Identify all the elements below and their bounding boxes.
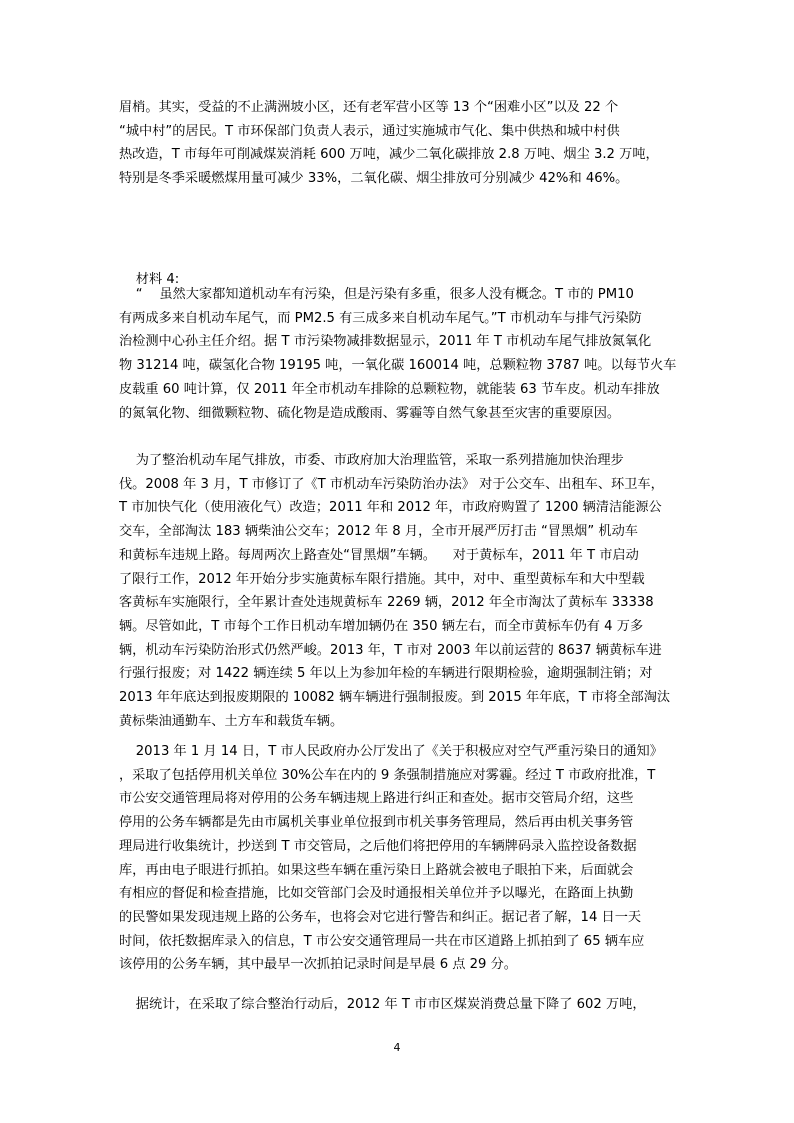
text-line: 物 31214 吨，碳氢化合物 19195 吨，一氧化碳 160014 吨，总颗粒物 3787 吨。以每节火车	[119, 358, 677, 374]
text-line: 时间，依托数据库录入的信息，T 市公安交通管理局一共在市区道路上抓拍到了 65 辆车应	[119, 933, 645, 949]
text-line: 辆，机动车污染防治形式仍然严峻。2013 年，T 市对 2003 年以前运营的 8637 辆黄标车进	[119, 642, 662, 658]
text-line: 特别是冬季采暖燃煤用量可减少 33%，二氧化碳、烟尘排放可分别减少 42%和 46%。	[119, 171, 629, 187]
text-line: 客黄标车实施限行，全年累计查处违规黄标车 2269 辆，2012 年全市淘汰了黄标车 33338	[119, 595, 654, 611]
text-line: 交车，全部淘汰 183 辆柴油公交车；2012 年 8 月，全市开展严厉打击 “冒黑烟” 机动车	[119, 524, 638, 540]
paragraph-notice	[119, 740, 685, 977]
text-line: 理局进行收集统计，抄送到 T 市交管局，之后他们将把停用的车辆牌码录入监控设备数据	[119, 838, 637, 854]
text-line: 伐。2008 年 3 月，T 市修订了《T 市机动车污染防治办法》 对于公交车、出租车、环卫车，	[119, 476, 664, 492]
text-line: 治检测中心孙主任介绍。据 T 市污染物减排数据显示，2011 年 T 市机动车尾气排放氮氧化	[119, 334, 652, 350]
text-line: 眉梢。其实，受益的不止满洲坡小区，还有老军营小区等 13 个“困难小区”以及 22 个	[119, 100, 619, 115]
text-line: 行强行报废；对 1422 辆连续 5 年以上为参加年检的车辆进行限期检验，逾期强制注销；对	[119, 666, 653, 682]
paragraph-measures	[119, 449, 685, 733]
text-line: ，采取了包括停用机关单位 30%公车在内的 9 条强制措施应对雾霾。经过 T 市政府批准，T	[119, 767, 656, 783]
heading-text: 材料 4:	[119, 272, 180, 288]
text-line: 停用的公务车辆都是先由市属机关事业单位报到市机关事务管理局，然后再由机关事务管	[119, 815, 634, 831]
text-line: 2013 年 1 月 14 日，T 市人民政府办公厅发出了《关于积极应对空气严重污染日的通知》	[119, 744, 663, 759]
text-line: 皮载重 60 吨计算，仅 2011 年全市机动车排除的总颗粒物，就能装 63 节车皮。机动车排放	[119, 381, 660, 397]
text-line: 市公安交通管理局将对停用的公务车辆违规上路进行纠正和查处。据市交管局介绍，这些	[119, 791, 634, 807]
paragraph-quote	[119, 283, 685, 425]
text-line: 该停用的公务车辆，其中最早一次抓拍记录时间是早晨 6 点 29 分。	[119, 957, 517, 973]
page-number: 4	[393, 1041, 401, 1054]
text-line: 有两成多来自机动车尾气，而 PM2.5 有三成多来自机动车尾气。”T 市机动车与排气污染防	[119, 310, 642, 326]
text-line: 2013 年年底达到报废期限的 10082 辆车辆进行强制报废。到 2015 年年底，T 市将全部淘汰	[119, 690, 671, 706]
text-line: T 市加快气化（使用液化气）改造；2011 年和 2012 年，市政府购置了 1200 辆清洁能源公	[119, 500, 662, 516]
text-line: 为了整治机动车尾气排放，市委、市政府加大治理监管，采取一系列措施加快治理步	[119, 453, 624, 468]
text-line: “ 虽然大家都知道机动车有污染，但是污染有多重，很多人没有概念。T 市的 PM10	[119, 287, 634, 302]
text-line: 据统计，在采取了综合整治行动后，2012 年 T 市市区煤炭消费总量下降了 602 万吨，	[119, 997, 646, 1012]
paragraph-statistics	[119, 993, 685, 1017]
text-line: 的氮氧化物、细微颗粒物、硫化物是造成酸雨、雾霾等自然气象甚至灾害的重要原因。	[119, 405, 621, 421]
text-line: 的民警如果发现违规上路的公务车，也将会对它进行警告和纠正。据记者了解，14 日一天	[119, 909, 642, 925]
text-line: 和黄标车违规上路。每周两次上路查处“冒黑烟”车辆。 对于黄标车，2011 年 T 市启动	[119, 547, 639, 563]
text-line: 黄标柴油通勤车、土方车和载货车辆。	[119, 713, 344, 729]
text-line: 有相应的督促和检查措施，比如交管部门会及时通报相关单位并予以曝光，在路面上执勤	[119, 886, 634, 902]
text-line: 了限行工作，2012 年开始分步实施黄标车限行措施。其中，对中、重型黄标车和大中型载	[119, 571, 645, 587]
text-line: “城中村”的居民。T 市环保部门负责人表示，通过实施城市气化、集中供热和城中村供	[119, 123, 620, 139]
text-line: 库，再由电子眼进行抓拍。如果这些车辆在重污染日上路就会被电子眼拍下来，后面就会	[119, 862, 634, 878]
text-line: 辆。尽管如此，T 市每个工作日机动车增加辆仍在 350 辆左右，而全市黄标车仍有 4 万多	[119, 618, 644, 634]
text-line: 热改造，T 市每年可削减煤炭消耗 600 万吨，减少二氧化碳排放 2.8 万吨、烟尘 3.2 万吨，	[119, 147, 659, 163]
paragraph-continuation	[119, 96, 685, 191]
